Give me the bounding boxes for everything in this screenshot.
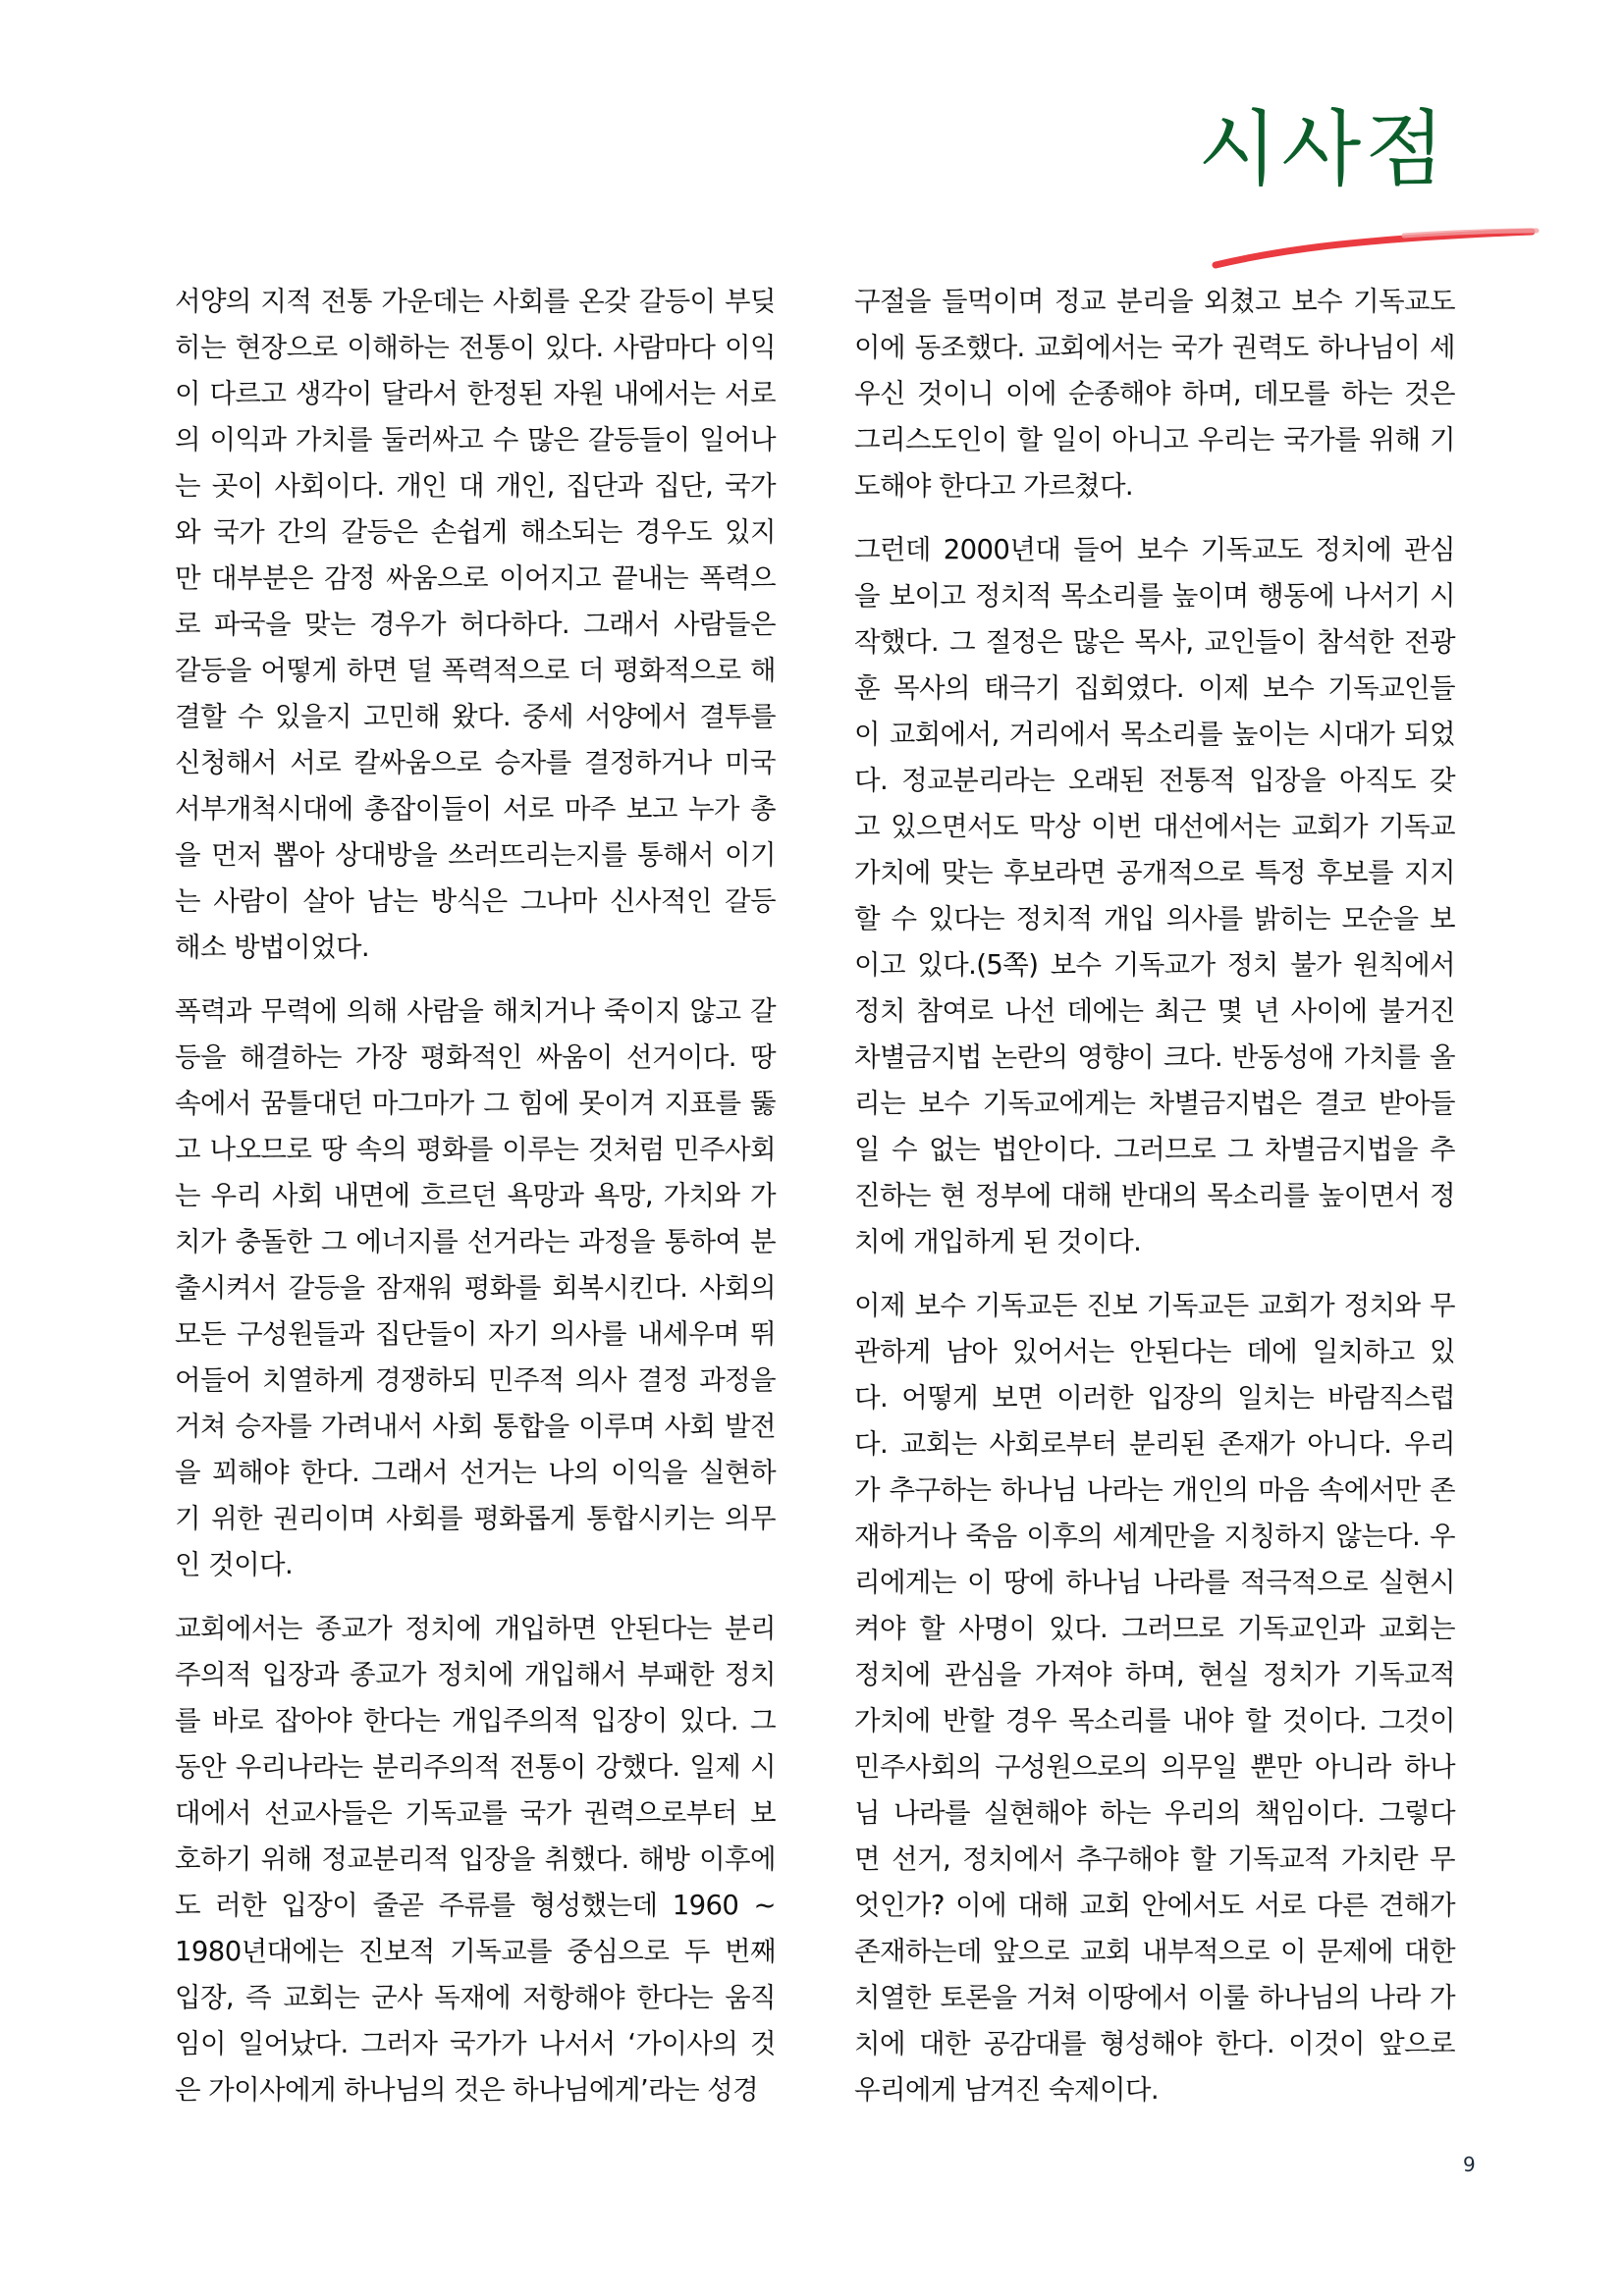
text-line: 인 것이다. [175, 1549, 294, 1580]
text-line: 기 위한 권리이며 사회를 평화롭게 통합시키는 의무 [175, 1503, 776, 1534]
text-line: 다. 정교분리라는 오래된 전통적 입장을 아직도 갖 [854, 765, 1455, 796]
text-line: 우리에게 남겨진 숙제이다. [854, 2074, 1160, 2106]
text-line: 서양의 지적 전통 가운데는 사회를 온갖 갈등이 부딪 [175, 286, 776, 317]
text-line: 대에서 선교사들은 기독교를 국가 권력으로부터 보 [175, 1797, 776, 1829]
paragraph [175, 279, 776, 971]
text-line: 신청해서 서로 칼싸움으로 승자를 결정하거나 미국 [175, 747, 776, 778]
text-line: 치가 충돌한 그 에너지를 선거라는 과정을 통하여 분 [175, 1226, 776, 1257]
text-line: 님 나라를 실현해야 하는 우리의 책임이다. 그렇다 [854, 1797, 1455, 1829]
text-line: 켜야 할 사명이 있다. 그러므로 기독교인과 교회는 [854, 1613, 1455, 1644]
text-line: 차별금지법 논란의 영향이 크다. 반동성애 가치를 올 [854, 1041, 1455, 1073]
red-brush-underline [1208, 214, 1542, 273]
left-column [175, 279, 776, 2131]
text-line: 이 교회에서, 거리에서 목소리를 높이는 시대가 되었 [854, 719, 1455, 750]
paragraph [854, 1283, 1455, 2113]
text-line: 등을 해결하는 가장 평화적인 싸움이 선거이다. 땅 [175, 1041, 776, 1073]
text-line: 가 추구하는 하나님 나라는 개인의 마음 속에서만 존 [854, 1474, 1455, 1506]
text-line: 정치에 관심을 가져야 하며, 현실 정치가 기독교적 [854, 1659, 1455, 1690]
text-line: 해소 방법이었다. [175, 932, 370, 963]
text-line: 치에 대한 공감대를 형성해야 한다. 이것이 앞으로 [854, 2028, 1455, 2059]
text-line: 리는 보수 기독교에게는 차별금지법은 결코 받아들 [854, 1088, 1455, 1119]
section-title: 시사점 [1198, 101, 1449, 197]
text-line: 교회에서는 종교가 정치에 개입하면 안된다는 분리 [175, 1613, 776, 1644]
text-line: 엇인가? 이에 대해 교회 안에서도 서로 다른 견해가 [854, 1890, 1455, 1921]
text-line: 정치 참여로 나선 데에는 최근 몇 년 사이에 불거진 [854, 995, 1455, 1027]
text-line: 임이 일어났다. 그러자 국가가 나서서 ‘가이사의 것 [175, 2028, 776, 2059]
text-line: 고 있으면서도 막상 이번 대선에서는 교회가 기독교 [854, 811, 1455, 842]
paragraph [854, 527, 1455, 1265]
text-line: 을 보이고 정치적 목소리를 높이며 행동에 나서기 시 [854, 580, 1455, 612]
text-line: 구절을 들먹이며 정교 분리을 외쳤고 보수 기독교도 [854, 286, 1455, 317]
text-line: 가치에 맞는 후보라면 공개적으로 특정 후보를 지지 [854, 857, 1455, 888]
text-line: 치열한 토론을 거쳐 이땅에서 이룰 하나님의 나라 가 [854, 1982, 1455, 2013]
section-header [1178, 101, 1571, 255]
text-line: 존재하는데 앞으로 교회 내부적으로 이 문제에 대한 [854, 1936, 1455, 1967]
text-line: 이 다르고 생각이 달라서 한정된 자원 내에서는 서로 [175, 378, 776, 409]
text-line: 를 바로 잡아야 한다는 개입주의적 입장이 있다. 그 [175, 1705, 776, 1736]
text-line: 이제 보수 기독교든 진보 기독교든 교회가 정치와 무 [854, 1290, 1455, 1321]
text-line: 진하는 현 정부에 대해 반대의 목소리를 높이면서 정 [854, 1180, 1455, 1211]
text-line: 다. 어떻게 보면 이러한 입장의 일치는 바람직스럽 [854, 1382, 1455, 1414]
text-line: 는 우리 사회 내면에 흐르던 욕망과 욕망, 가치와 가 [175, 1180, 776, 1211]
text-line: 의 이익과 가치를 둘러싸고 수 많은 갈등들이 일어나 [175, 424, 776, 455]
text-line: 작했다. 그 절정은 많은 목사, 교인들이 참석한 전광 [854, 626, 1455, 658]
text-line: 거쳐 승자를 가려내서 사회 통합을 이루며 사회 발전 [175, 1411, 776, 1442]
text-line: 와 국가 간의 갈등은 손쉽게 해소되는 경우도 있지 [175, 516, 776, 548]
text-line: 호하기 위해 정교분리적 입장을 취했다. 해방 이후에 [175, 1843, 776, 1875]
text-line: 서부개척시대에 총잡이들이 서로 마주 보고 누가 총 [175, 793, 776, 825]
text-line: 훈 목사의 태극기 집회였다. 이제 보수 기독교인들 [854, 672, 1455, 704]
text-line: 은 가이사에게 하나님의 것은 하나님에게’라는 성경 [175, 2074, 759, 2106]
text-line: 이에 동조했다. 교회에서는 국가 권력도 하나님이 세 [854, 332, 1455, 363]
text-line: 결할 수 있을지 고민해 왔다. 중세 서양에서 결투를 [175, 701, 776, 732]
text-line: 재하거나 죽음 이후의 세계만을 지칭하지 않는다. 우 [854, 1521, 1455, 1552]
text-line: 관하게 남아 있어서는 안된다는 데에 일치하고 있 [854, 1336, 1455, 1367]
page-number: 9 [1463, 2153, 1476, 2176]
text-line: 을 꾀해야 한다. 그래서 선거는 나의 이익을 실현하 [175, 1457, 776, 1488]
paragraph [175, 988, 776, 1588]
text-line: 도해야 한다고 가르쳤다. [854, 470, 1134, 502]
text-line: 이고 있다.(5쪽) 보수 기독교가 정치 불가 원칙에서 [854, 949, 1455, 981]
text-line: 폭력과 무력에 의해 사람을 해치거나 죽이지 않고 갈 [175, 995, 776, 1027]
text-line: 어들어 치열하게 경쟁하되 민주적 의사 결정 과정을 [175, 1364, 776, 1396]
paragraph [175, 1606, 776, 2113]
text-line: 일 수 없는 법안이다. 그러므로 그 차별금지법을 추 [854, 1134, 1455, 1165]
text-line: 만 대부분은 감정 싸움으로 이어지고 끝내는 폭력으 [175, 562, 776, 594]
text-line: 입장, 즉 교회는 군사 독재에 저항해야 한다는 움직 [175, 1982, 776, 2013]
text-line: 는 곳이 사회이다. 개인 대 개인, 집단과 집단, 국가 [175, 470, 776, 502]
text-line: 면 선거, 정치에서 추구해야 할 기독교적 가치란 무 [854, 1843, 1455, 1875]
text-line: 출시켜서 갈등을 잠재워 평화를 회복시킨다. 사회의 [175, 1272, 776, 1304]
paragraph [854, 279, 1455, 509]
right-column [854, 279, 1455, 2131]
text-line: 도 러한 입장이 줄곧 주류를 형성했는데 1960 ~ [175, 1890, 776, 1921]
text-line: 할 수 있다는 정치적 개입 의사를 밝히는 모순을 보 [854, 903, 1455, 934]
text-line: 히는 현장으로 이해하는 전통이 있다. 사람마다 이익 [175, 332, 776, 363]
text-line: 치에 개입하게 된 것이다. [854, 1226, 1142, 1257]
text-line: 는 사람이 살아 남는 방식은 그나마 신사적인 갈등 [175, 885, 776, 917]
text-line: 을 먼저 뽑아 상대방을 쓰러뜨리는지를 통해서 이기 [175, 839, 776, 871]
text-line: 고 나오므로 땅 속의 평화를 이루는 것처럼 민주사회 [175, 1134, 776, 1165]
text-line: 1980년대에는 진보적 기독교를 중심으로 두 번째 [175, 1936, 776, 1967]
text-line: 다. 교회는 사회로부터 분리된 존재가 아니다. 우리 [854, 1428, 1455, 1460]
text-line: 로 파국을 맞는 경우가 허다하다. 그래서 사람들은 [175, 609, 776, 640]
text-line: 주의적 입장과 종교가 정치에 개입해서 부패한 정치 [175, 1659, 776, 1690]
text-line: 민주사회의 구성원으로의 의무일 뿐만 아니라 하나 [854, 1751, 1455, 1783]
text-line: 가치에 반할 경우 목소리를 내야 할 것이다. 그것이 [854, 1705, 1455, 1736]
text-line: 우신 것이니 이에 순종해야 하며, 데모를 하는 것은 [854, 378, 1455, 409]
text-line: 모든 구성원들과 집단들이 자기 의사를 내세우며 뛰 [175, 1318, 776, 1350]
text-line: 그런데 2000년대 들어 보수 기독교도 정치에 관심 [854, 534, 1455, 565]
text-line: 속에서 꿈틀대던 마그마가 그 힘에 못이겨 지표를 뚫 [175, 1088, 776, 1119]
text-line: 리에게는 이 땅에 하나님 나라를 적극적으로 실현시 [854, 1567, 1455, 1598]
text-line: 그리스도인이 할 일이 아니고 우리는 국가를 위해 기 [854, 424, 1455, 455]
text-line: 갈등을 어떻게 하면 덜 폭력적으로 더 평화적으로 해 [175, 655, 776, 686]
text-line: 동안 우리나라는 분리주의적 전통이 강했다. 일제 시 [175, 1751, 776, 1783]
